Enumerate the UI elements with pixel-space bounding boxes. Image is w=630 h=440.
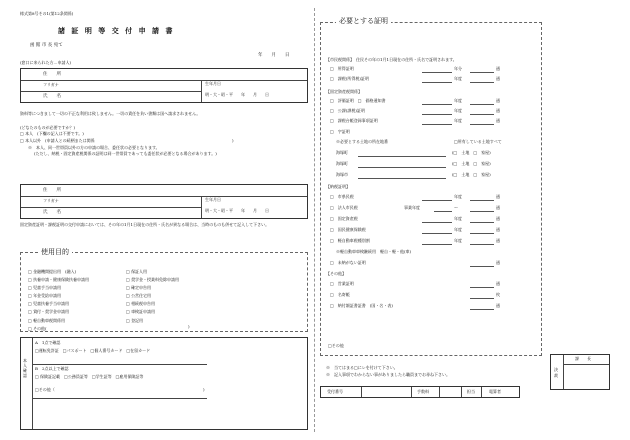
- cert-row[interactable]: □ 名寄帳: [330, 292, 350, 297]
- fee-label: 手数料: [417, 389, 429, 394]
- checkbox-icon: □: [28, 285, 34, 291]
- purpose-item[interactable]: □ その他(: [28, 325, 47, 331]
- relation-close-paren: ): [232, 138, 234, 143]
- cert-row[interactable]: □ 字証明: [330, 129, 350, 134]
- purpose-item[interactable]: □ 相続税申告用: [126, 301, 156, 307]
- cert-row[interactable]: □ 課税(所得税)証明: [330, 76, 369, 81]
- cert-row[interactable]: □ 固定資産税: [330, 216, 358, 221]
- relation-self[interactable]: □ 本人 (下欄の記入は不要です。): [20, 131, 84, 136]
- checkbox-icon: □: [126, 277, 132, 283]
- cert-row[interactable]: □ 納付額証書証書 (国・名・表): [330, 303, 393, 308]
- confirm-side-label: 本人確認: [23, 358, 27, 378]
- relation-heading: (どなたのものが必要ですか？): [20, 125, 76, 130]
- confirm-a-items[interactable]: □運転免許証 □パスポート □個人番号カード □在留カード: [35, 348, 151, 353]
- form-number: 様式第8号その1(第12条関係): [20, 11, 74, 16]
- checkbox-icon: □: [126, 285, 132, 291]
- stamp-label: 決裁: [554, 367, 558, 378]
- checkbox-icon: □: [126, 317, 132, 323]
- subject-furigana-label: フリガナ: [43, 198, 59, 203]
- income-head: 【市民税関係】 住民その年の1月1日現在の住所・氏名で証明されます。: [326, 57, 457, 62]
- purpose-item[interactable]: □ 児童扶養手当申請用: [28, 301, 70, 307]
- cert-row[interactable]: □ 評価証明 □ 価格通知書: [330, 98, 386, 103]
- stamp-head: 課 長: [575, 356, 591, 361]
- addressee: 函 館 市 長 宛て: [30, 43, 63, 48]
- confirm-other[interactable]: □その他（: [35, 387, 55, 392]
- land-note[interactable]: □所有している土地すべて: [454, 139, 502, 144]
- purpose-item[interactable]: □ 登記用: [126, 317, 144, 323]
- purpose-close-paren: ): [188, 324, 190, 329]
- certificate-title: 必要とする証明: [336, 17, 391, 25]
- purpose-item[interactable]: □ 車検証申請用: [126, 309, 156, 315]
- confirm-box: [20, 337, 308, 430]
- cert-row[interactable]: □ 所得証明: [330, 66, 354, 71]
- receipt-table: [320, 386, 520, 398]
- purpose-title: 使用目的: [38, 248, 72, 256]
- tax-head: 【納税証明】: [326, 184, 350, 189]
- relation-other[interactable]: □ 本人以外 (申請人との続柄または関係: [20, 138, 95, 143]
- cert-row[interactable]: □ 未納がない証明: [330, 260, 366, 265]
- cert-row[interactable]: □ 軽自動車税種別割: [330, 238, 370, 243]
- cert-row[interactable]: □ 課税台帳登録事項証明: [330, 118, 378, 123]
- purpose-item[interactable]: □ 年金受給申請用: [28, 293, 62, 299]
- operator-label: 電算者: [489, 389, 501, 394]
- checkbox-icon: □: [20, 138, 26, 143]
- applicant-box: [20, 68, 308, 103]
- purpose-item[interactable]: □ 軽自動車税関係用: [28, 317, 66, 323]
- fixed-head: 【固定資産税関係】: [326, 89, 362, 94]
- purpose-item[interactable]: □ 扶養申請・健康保険扶養申請用: [28, 277, 90, 283]
- checkbox-icon: □: [126, 309, 132, 315]
- purpose-col-1: [28, 268, 89, 333]
- confirm-b-items[interactable]: □ 保険証記載 □公務員証等 □学生証等 □雇用保険証等: [35, 374, 144, 379]
- other-free[interactable]: □その他: [328, 343, 344, 348]
- relation-note-2: (ただし、納税・固定資産税関係の証明は同一世帯員であっても委任状が必要となる場合があります。): [34, 151, 217, 156]
- notice: 資料等につきまして一切の不正な利用は致しません。一切の責任を負い書類は国へ請求されません。: [20, 111, 201, 116]
- relation-note-1: ※ 本人、同一世帯員以外の方の申請の場合、委任状の必要となります。: [28, 145, 160, 150]
- approval-stamp-box: [550, 354, 610, 390]
- fold-line: [314, 8, 315, 432]
- purpose-item[interactable]: □ 確定申告用: [126, 285, 152, 291]
- checkbox-icon: □: [126, 301, 132, 307]
- application-date[interactable]: 年 月 日: [258, 53, 290, 58]
- receipt-number-label: 受付番号: [327, 389, 343, 394]
- checkbox-icon: □: [20, 131, 26, 136]
- subject-name-label: 氏 名: [43, 210, 61, 215]
- cert-row[interactable]: □ 市県民税: [330, 194, 354, 199]
- purpose-item[interactable]: □ 公営住宅用: [126, 293, 152, 299]
- checkbox-icon: □: [126, 293, 132, 299]
- purpose-item[interactable]: □ 児童手当申請用: [28, 285, 62, 291]
- purpose-col-2: [126, 268, 179, 325]
- form-title: 諸 証 明 等 交 付 申 請 書: [58, 26, 175, 35]
- staff-label: 担当: [467, 389, 475, 394]
- checkbox-icon: □: [28, 269, 34, 274]
- cert-row[interactable]: □ 法人市民税: [330, 205, 358, 210]
- applicant-era[interactable]: 明・大・昭・平 年 月 日: [205, 92, 269, 97]
- land-type[interactable]: (□ 土地 □ 家屋): [452, 161, 491, 166]
- cert-row[interactable]: □ 公課(課税)証明: [330, 108, 365, 113]
- subject-address-label: 住 所: [43, 188, 61, 193]
- purpose-item[interactable]: □ 金融機関提出用 (融入): [28, 269, 77, 274]
- checkbox-icon: □: [28, 293, 34, 299]
- checkbox-icon: □: [28, 277, 34, 283]
- checkbox-icon: □: [28, 325, 34, 331]
- applicant-address-label: 住 所: [43, 72, 61, 77]
- applicant-label: (窓口に来られた方…申請人): [20, 60, 72, 65]
- purpose-item[interactable]: □ 奨学金・授業料免除申請用: [126, 277, 180, 283]
- confirm-b-label: B 2点以上で確認: [35, 366, 69, 371]
- subject-era[interactable]: 明・大・昭・平 年 月 日: [205, 208, 269, 213]
- foot-note-2: ※ 記入事項でわからない事がありましたら職員までお尋ね下さい。: [326, 372, 450, 377]
- car-line: ※軽自動車車検継続用 軽自・軽・他(車): [336, 249, 412, 254]
- confirm-other-close: ): [203, 387, 205, 392]
- checkbox-icon: □: [28, 317, 34, 323]
- applicant-birth-label: 生年月日: [205, 81, 221, 86]
- subject-box: [20, 184, 308, 219]
- lower-notice: 固定資産証明・課税証明の交付申請においては、その年の1月1日現在の住所・氏名が異なる場合は、当時のものも併せて記入して下さい。: [20, 222, 270, 227]
- subject-birth-label: 生年月日: [205, 197, 221, 202]
- purpose-item[interactable]: □ 貸付・奨学金申請用: [28, 309, 70, 315]
- checkbox-icon: □: [28, 301, 34, 307]
- checkbox-icon: □: [28, 309, 34, 315]
- other-head: 【その他】: [326, 271, 346, 276]
- applicant-furigana-label: フリガナ: [43, 82, 59, 87]
- land-head: ※必要とする土地の所在地番: [336, 139, 388, 144]
- cert-row[interactable]: □ 国民健康保険税: [330, 227, 366, 232]
- land-type[interactable]: (□ 土地 □ 家屋): [452, 150, 491, 155]
- applicant-name-label: 氏 名: [43, 94, 61, 99]
- land-type[interactable]: (□ 土地 □ 家屋): [452, 172, 491, 177]
- confirm-a-label: A 1点で確認: [35, 340, 61, 345]
- checkbox-icon: □: [126, 269, 132, 274]
- purpose-item[interactable]: □ 保証人用: [126, 269, 148, 274]
- foot-note-1: ※ 当てはまる□にレを付けて下さい。: [326, 365, 398, 370]
- cert-row[interactable]: □ 営業証明: [330, 281, 354, 286]
